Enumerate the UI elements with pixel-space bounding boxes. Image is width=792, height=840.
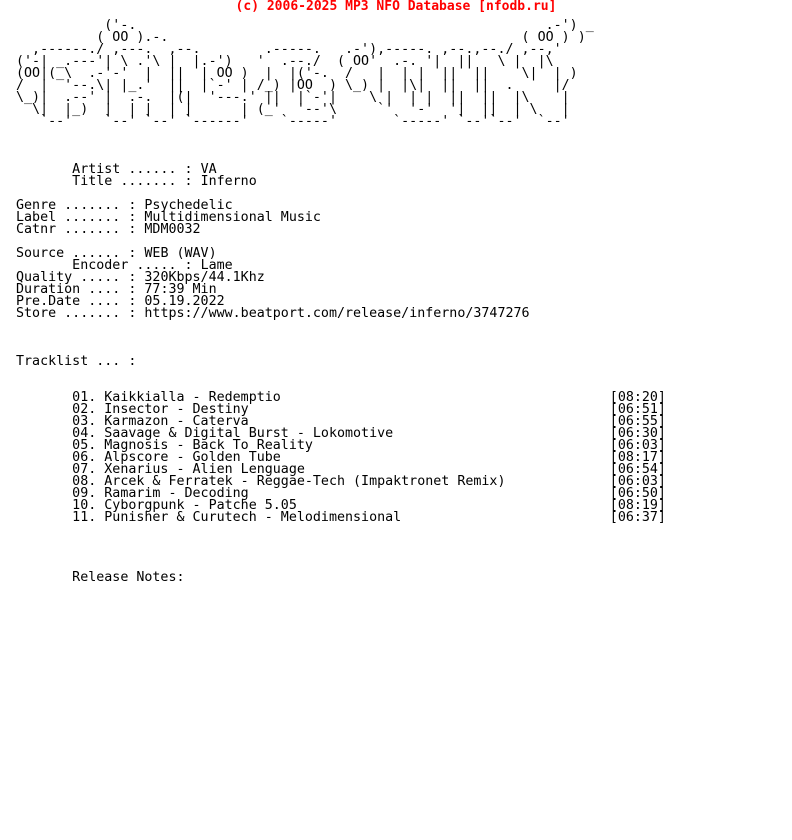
title-row (16, 176, 666, 188)
label-label: Label ....... : (16, 210, 145, 225)
quality-label: Quality ..... : (16, 270, 145, 285)
track-row: 03. Karmazon - Caterva [06:55] (16, 414, 666, 429)
track-row: 01. Kaikkialla - Redemptio [08:20] (16, 390, 666, 405)
ascii-art-line: ( OO ).-. ( OO ) ) (16, 30, 586, 45)
catnr-value: MDM0032 (144, 222, 201, 237)
artist-value: VA (200, 162, 217, 177)
track-row: 05. Magnosis - Back To Reality [06:03] (16, 438, 666, 453)
ascii-art-line: `--' `--' `--' `------' `-----' `-----' `--'`--' `--' (16, 114, 570, 129)
ascii-art-line: ('-. .-') _ (16, 18, 594, 33)
title-value: Inferno (200, 174, 257, 189)
track-row: 10. Cyborgpunk - Patche 5.05 [08:19] (16, 498, 666, 513)
ascii-art-line: (OO|(_\ .-'-' | || | OO ) | |('-. / | | | || || \| | ) (16, 66, 578, 81)
ascii-art-line: ('-| _.---'| \ .'\ | |.-') ' .--./ ( OO' .-. '| || \ | |\ (16, 54, 554, 69)
encoder-value: Lame (200, 258, 233, 273)
source-value: WEB (WAV) (144, 246, 217, 261)
source-label: Source ...... : (16, 246, 145, 261)
title-label: Title ....... : (16, 174, 201, 189)
predate-value: 05.19.2022 (144, 294, 225, 309)
ascii-art-line: / | '--.\| |_.' || |`-' | /_) |OO ) \_) | |\| || || . |/ (16, 78, 570, 93)
nfodb-header: (c) 2006-2025 MP3 NFO Database [nfodb.ru] (235, 0, 557, 14)
ascii-art-line: ,------./ ,---. ,--. .-----. .-'),-----. ,--.,--./ ,--,' (16, 42, 562, 57)
ascii-art-line: \| |_) | | | | | | (_' '--'\ `' '-' '| || | \ | (16, 102, 570, 117)
genre-value: Psychedelic (144, 198, 233, 213)
track-row: 04. Saavage & Digital Burst - Lokomotive [06:30] (16, 426, 666, 441)
store-row (16, 308, 666, 320)
encoder-label: Encoder ..... : (16, 258, 201, 273)
track-row: 06. Alpscore - Golden Tube [08:17] (16, 450, 666, 465)
label-value: Multidimensional Music (144, 210, 321, 225)
predate-label: Pre.Date .... : (16, 294, 145, 309)
quality-value: 320Kbps/44.1Khz (144, 270, 265, 285)
release-notes-label: Release Notes: (16, 570, 185, 585)
duration-value: 77:39 Min (144, 282, 217, 297)
genre-label: Genre ....... : (16, 198, 145, 213)
track-row: 02. Insector - Destiny [06:51] (16, 402, 666, 417)
store-link: https://www.beatport.com/release/inferno/3747276 (144, 306, 530, 321)
track-row: 07. Xenarius - Alien Lenguage [06:54] (16, 462, 666, 477)
track-row: 11. Punisher & Curutech - Melodimensional [06:37] (16, 510, 666, 525)
catnr-row (16, 224, 666, 236)
track-row: 08. Arcek & Ferratek - Reggae-Tech (Impaktronet Remix) [06:03] (16, 474, 666, 489)
store-label: Store ....... : (16, 306, 145, 321)
catnr-label: Catnr ....... : (16, 222, 145, 237)
ascii-art-line: \_)| .--' | .-. |(| '---.' || |`-'| \ | | | || || |\ | (16, 90, 570, 105)
track-row: 09. Ramarim - Decoding [06:50] (16, 486, 666, 501)
tracklist-label: Tracklist ... : (16, 354, 137, 369)
duration-label: Duration .... : (16, 282, 145, 297)
artist-label: Artist ...... : (16, 162, 201, 177)
nfo-body (16, 20, 666, 584)
